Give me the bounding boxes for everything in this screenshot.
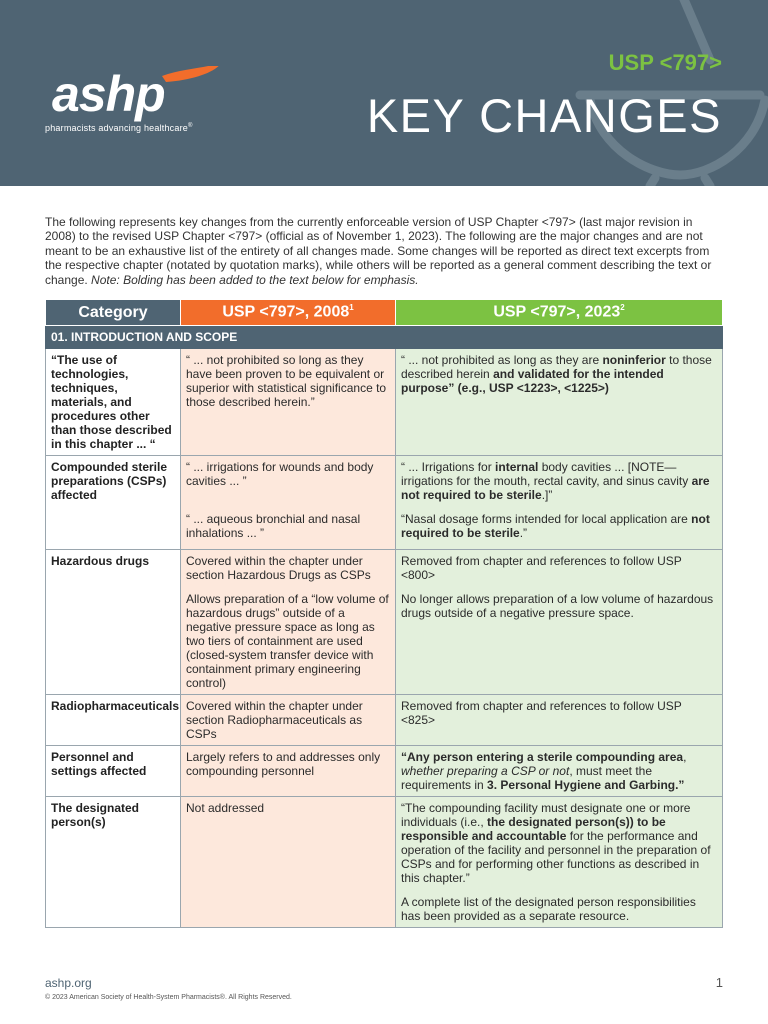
table-row (46, 349, 723, 456)
key-changes-table-wrap (45, 299, 722, 928)
table-row (46, 456, 723, 550)
row-2023-paragraph (401, 512, 717, 540)
row-2023-part: “The compounding facility must designate one or more individuals (i.e., (401, 801, 691, 829)
row-2008-paragraph: Allows preparation of a “low volume of hazardous drugs” outside of a negative pressure space as long as two tiers of containment are used (closed-system transfer device with containment primary engineering control) (186, 592, 389, 690)
header-usp-2008 (181, 300, 396, 326)
row-2023-text: Removed from chapter and references to follow USP <825> (396, 695, 723, 746)
row-2023-part: , must meet the requirements in (401, 764, 653, 792)
row-2023-bold: 3. Personal Hygiene and Garbing.” (487, 778, 685, 792)
header-2023-label: USP <797>, 2023 (493, 303, 621, 321)
header-category (46, 300, 181, 326)
header-usp-2023 (396, 300, 723, 326)
row-2023-text (396, 349, 723, 456)
header-category-label: Category (78, 303, 148, 321)
row-2023-part: “Nasal dosage forms intended for local application are (401, 512, 692, 526)
row-2023-part: “ ... not prohibited as long as they are (401, 353, 603, 367)
row-category: Radiopharmaceuticals (46, 695, 181, 746)
table-row (46, 797, 723, 928)
row-2023-bold: “Any person entering a sterile compounding area (401, 750, 684, 764)
header-banner (0, 0, 768, 186)
row-2023-paragraph: A complete list of the designated person responsibilities has been provided as a separate resource. (401, 895, 696, 923)
footer-link[interactable]: ashp.org (45, 976, 92, 990)
row-2023-text (396, 797, 723, 928)
row-2023-bold: noninferior (602, 353, 666, 367)
table-row (46, 550, 723, 695)
row-2023-part: .” (519, 526, 528, 540)
row-2023-part: , (683, 750, 687, 764)
row-2008-text (181, 550, 396, 695)
row-2008-text: Covered within the chapter under section Radiopharmaceuticals as CSPs (181, 695, 396, 746)
intro-paragraph (45, 215, 725, 287)
row-category: “The use of technologies, techniques, materials, and procedures other than those described in this chapter ... “ (46, 349, 181, 456)
row-2008-text (181, 456, 396, 550)
row-2023-paragraph: No longer allows preparation of a low volume of hazardous drugs outside of a negative pressure space. (401, 592, 714, 620)
row-2023-part: body cavities ... [NOTE—irrigations for the mouth, rectal cavity, and sinus cavity (401, 460, 692, 488)
row-2008-text: Not addressed (181, 797, 396, 928)
section-title: 01. INTRODUCTION AND SCOPE (46, 326, 723, 349)
row-2023-paragraph (401, 460, 717, 502)
row-2023-italic: whether preparing a CSP or not (401, 764, 570, 778)
row-2023-bold: are not required to be sterile (401, 474, 710, 502)
row-2008-text: “ ... not prohibited so long as they have been proven to be equivalent or superior with statistical significance to those described herein.” (181, 349, 396, 456)
row-2023-bold: and validated for the intended purpose” (e.g., USP <1223>, <1225>) (401, 367, 664, 395)
row-2023-part: to those described herein (401, 353, 712, 381)
tagline-reg-mark: ® (187, 123, 193, 129)
row-2023-bold: internal (495, 460, 539, 474)
row-2023-part: “ ... Irrigations for (401, 460, 496, 474)
intro-note: Note: Bolding has been added to the text below for emphasis. (91, 272, 419, 287)
row-2023-paragraph: Removed from chapter and references to follow USP <800> (401, 554, 682, 582)
row-2008-paragraph: “ ... irrigations for wounds and body cavities ... ” (186, 460, 374, 488)
row-2023-text (396, 456, 723, 550)
row-category: The designated person(s) (46, 797, 181, 928)
row-2008-paragraph: “ ... aqueous bronchial and nasal inhalations ... ” (186, 512, 361, 540)
table-header-row (46, 300, 723, 326)
row-2023-paragraph (401, 801, 717, 885)
header-2008-footnote: 1 (349, 303, 354, 313)
row-category: Hazardous drugs (46, 550, 181, 695)
key-changes-table (45, 299, 723, 928)
tagline-text: pharmacists advancing healthcare (45, 123, 188, 133)
row-2008-text: Largely refers to and addresses only compounding personnel (181, 746, 396, 797)
page-title: KEY CHANGES (366, 89, 722, 142)
page-number: 1 (715, 975, 723, 990)
logo-wordmark: ashp (52, 66, 165, 122)
usp-label: USP <797> (608, 50, 722, 75)
table-row (46, 746, 723, 797)
section-row (46, 326, 723, 349)
table-row (46, 695, 723, 746)
intro-text: The following represents key changes from the currently enforceable version of USP Chapter <797> (last major revision in 2008) to the revised USP Chapter <797> (official as of November 1, 2023). The following are the major changes and are not meant to be an exhaustive list of the entirety of all changes made. Some changes will be reported as direct text excerpts from the respective chapter (notated by quotation marks), while others will be reported as a general comment describing the text or change. (45, 215, 712, 287)
row-2023-bold: not required to be sterile (401, 512, 710, 540)
logo-tagline (45, 123, 193, 133)
row-2023-bold: the designated person(s)) to be responsible and accountable (401, 815, 666, 843)
row-2023-part: for the performance and operation of the facility and personnel in the preparation of CSPs and for performing other functions as described in this chapter.” (401, 829, 711, 885)
row-2023-part: .]” (541, 488, 553, 502)
row-category: Personnel and settings affected (46, 746, 181, 797)
row-2023-text (396, 746, 723, 797)
header-2023-footnote: 2 (620, 303, 625, 313)
footer-copyright: © 2023 American Society of Health-System Pharmacists®. All Rights Reserved. (45, 994, 292, 1001)
row-category: Compounded sterile preparations (CSPs) affected (46, 456, 181, 550)
header-2008-label: USP <797>, 2008 (222, 303, 350, 321)
row-2023-text (396, 550, 723, 695)
row-2008-paragraph: Covered within the chapter under section Hazardous Drugs as CSPs (186, 554, 371, 582)
